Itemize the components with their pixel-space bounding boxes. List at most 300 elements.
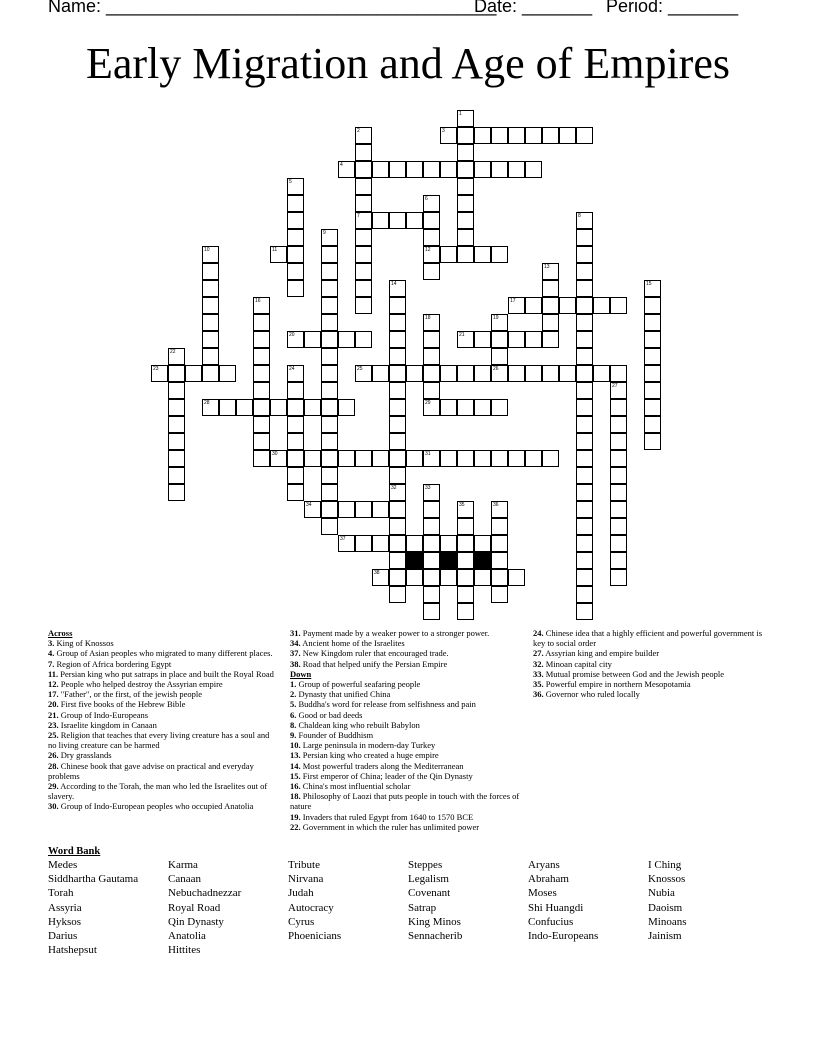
crossword-cell[interactable] [389,161,406,178]
crossword-cell[interactable] [491,501,508,518]
crossword-cell[interactable] [389,297,406,314]
crossword-cell[interactable] [457,501,474,518]
crossword-cell[interactable] [423,365,440,382]
crossword-cell[interactable] [423,586,440,603]
crossword-cell[interactable] [576,433,593,450]
crossword-cell[interactable] [423,161,440,178]
crossword-cell[interactable] [423,195,440,212]
word-bank-word: Hyksos [48,915,82,928]
crossword-cell[interactable] [389,586,406,603]
crossword-cell[interactable] [644,314,661,331]
crossword-cell[interactable] [457,144,474,161]
crossword-cell[interactable] [389,450,406,467]
crossword-cell[interactable] [372,365,389,382]
crossword-cell[interactable] [508,297,525,314]
crossword-cell[interactable] [253,416,270,433]
crossword-cell[interactable] [610,535,627,552]
crossword-cell[interactable] [491,365,508,382]
crossword-cell[interactable] [644,433,661,450]
crossword-cell[interactable] [406,569,423,586]
crossword-cell[interactable] [644,280,661,297]
date-field-label[interactable]: Date: _______ [474,0,593,16]
crossword-cell[interactable] [151,365,168,382]
crossword-cell[interactable] [440,399,457,416]
crossword-cell[interactable] [355,263,372,280]
crossword-cell[interactable] [576,518,593,535]
crossword-cell[interactable] [321,399,338,416]
crossword-cell[interactable] [287,178,304,195]
crossword-cell[interactable] [542,331,559,348]
crossword-cell[interactable] [440,535,457,552]
crossword-cell[interactable] [406,161,423,178]
crossword-cell[interactable] [457,399,474,416]
crossword-cell[interactable] [474,399,491,416]
crossword-cell[interactable] [321,314,338,331]
crossword-cell[interactable] [491,161,508,178]
crossword-cell[interactable] [542,127,559,144]
clue-number: 5 [289,179,292,185]
crossword-cell[interactable] [559,297,576,314]
crossword-cell[interactable] [372,212,389,229]
crossword-cell[interactable] [423,331,440,348]
crossword-cell[interactable] [389,433,406,450]
across-clue: 31. Payment made by a weaker power to a stronger power. [290,628,490,638]
crossword-cell[interactable] [304,399,321,416]
word-bank-column [168,858,241,957]
crossword-cell[interactable] [423,569,440,586]
crossword-cell[interactable] [457,603,474,620]
crossword-cell[interactable] [253,450,270,467]
crossword-cell[interactable] [457,569,474,586]
crossword-cell[interactable] [474,331,491,348]
crossword-cell[interactable] [202,297,219,314]
crossword-cell[interactable] [542,297,559,314]
crossword-cell[interactable] [491,450,508,467]
word-bank-word: Steppes [408,859,443,871]
crossword-cell[interactable] [576,569,593,586]
crossword-cell[interactable] [287,467,304,484]
crossword-cell[interactable] [287,263,304,280]
crossword-cell[interactable] [491,518,508,535]
crossword-cell[interactable] [491,348,508,365]
crossword-cell[interactable] [457,535,474,552]
crossword-cell[interactable] [474,161,491,178]
crossword-cell[interactable] [389,314,406,331]
crossword-cell[interactable] [355,161,372,178]
crossword-cell[interactable] [321,365,338,382]
crossword-cell[interactable] [253,348,270,365]
crossword-cell[interactable] [168,399,185,416]
down-clue: 15. First emperor of China; leader of the Qin Dynasty [290,770,473,781]
crossword-cell[interactable] [576,586,593,603]
crossword-cell[interactable] [287,195,304,212]
crossword-cell[interactable] [610,433,627,450]
crossword-cell[interactable] [321,229,338,246]
crossword-cell[interactable] [168,365,185,382]
crossword-cell[interactable] [355,195,372,212]
crossword-cell[interactable] [576,484,593,501]
crossword-cell[interactable] [423,348,440,365]
crossword-cell[interactable] [423,314,440,331]
crossword-cell[interactable] [389,280,406,297]
crossword-cell[interactable] [457,552,474,569]
crossword-cell[interactable] [423,535,440,552]
crossword-cell[interactable] [287,246,304,263]
crossword-cell[interactable] [508,127,525,144]
crossword-cell[interactable] [304,450,321,467]
crossword-cell[interactable] [321,450,338,467]
crossword-cell[interactable] [576,382,593,399]
crossword-cell[interactable] [576,501,593,518]
crossword-cell[interactable] [576,450,593,467]
crossword-cell[interactable] [423,450,440,467]
crossword-cell[interactable] [474,127,491,144]
period-field-label[interactable]: Period: _______ [606,0,739,16]
crossword-cell[interactable] [287,416,304,433]
crossword-cell[interactable] [644,331,661,348]
crossword-cell[interactable] [168,450,185,467]
crossword-cell[interactable] [202,263,219,280]
crossword-cell[interactable] [219,399,236,416]
crossword-cell[interactable] [270,450,287,467]
crossword-cell[interactable] [372,501,389,518]
crossword-cell[interactable] [270,246,287,263]
crossword-cell[interactable] [423,603,440,620]
crossword-cell[interactable] [389,484,406,501]
crossword-cell[interactable] [355,501,372,518]
crossword-cell[interactable] [491,331,508,348]
crossword-cell[interactable] [321,501,338,518]
crossword-cell[interactable] [576,297,593,314]
crossword-cell[interactable] [491,127,508,144]
crossword-cell[interactable] [576,552,593,569]
crossword-cell[interactable] [576,348,593,365]
crossword-cell[interactable] [287,229,304,246]
crossword-cell[interactable] [338,535,355,552]
crossword-cell[interactable] [576,467,593,484]
crossword-cell[interactable] [355,365,372,382]
crossword-cell[interactable] [576,127,593,144]
crossword-cell[interactable] [406,535,423,552]
crossword-cell[interactable] [389,348,406,365]
crossword-cell[interactable] [389,382,406,399]
crossword-cell[interactable] [287,450,304,467]
crossword-cell[interactable] [474,450,491,467]
crossword-cell[interactable] [355,229,372,246]
crossword-cell[interactable] [610,501,627,518]
crossword-cell[interactable] [321,246,338,263]
crossword-cell[interactable] [287,280,304,297]
crossword-cell[interactable] [440,127,457,144]
crossword-cell[interactable] [542,450,559,467]
down-clue: 24. Chinese idea that a highly efficient and powerful government is key to social order [533,628,763,649]
crossword-cell[interactable] [355,178,372,195]
crossword-cell[interactable] [338,399,355,416]
crossword-cell[interactable] [389,467,406,484]
crossword-cell[interactable] [491,246,508,263]
word-bank-word: Nirvana [288,873,324,886]
crossword-cell[interactable] [287,484,304,501]
crossword-cell[interactable] [474,569,491,586]
crossword-cell[interactable] [644,348,661,365]
crossword-cell[interactable] [406,212,423,229]
crossword-cell[interactable] [508,450,525,467]
crossword-cell[interactable] [576,246,593,263]
word-bank-word: Torah [48,887,74,900]
crossword-cell[interactable] [508,569,525,586]
crossword-cell[interactable] [457,229,474,246]
crossword-cell[interactable] [321,467,338,484]
crossword-cell[interactable] [474,365,491,382]
crossword-cell[interactable] [610,569,627,586]
crossword-cell[interactable] [423,399,440,416]
crossword-cell[interactable] [202,399,219,416]
crossword-cell[interactable] [508,365,525,382]
crossword-cell[interactable] [610,416,627,433]
crossword-cell[interactable] [440,450,457,467]
crossword-black-cell [406,552,423,569]
crossword-cell[interactable] [610,399,627,416]
crossword-cell[interactable] [355,331,372,348]
crossword-cell[interactable] [287,433,304,450]
crossword-cell[interactable] [542,314,559,331]
crossword-cell[interactable] [610,484,627,501]
crossword-cell[interactable] [355,212,372,229]
crossword-cell[interactable] [338,450,355,467]
crossword-cell[interactable] [406,365,423,382]
crossword-cell[interactable] [559,365,576,382]
crossword-cell[interactable] [525,297,542,314]
crossword-cell[interactable] [644,365,661,382]
crossword-cell[interactable] [168,382,185,399]
crossword-cell[interactable] [389,569,406,586]
crossword-cell[interactable] [423,484,440,501]
crossword-cell[interactable] [542,365,559,382]
crossword-cell[interactable] [287,365,304,382]
crossword-cell[interactable] [287,331,304,348]
crossword-cell[interactable] [576,280,593,297]
crossword-cell[interactable] [542,280,559,297]
down-clue: 22. Government in which the ruler has unlimited power [290,821,480,832]
crossword-cell[interactable] [457,331,474,348]
crossword-cell[interactable] [321,331,338,348]
crossword-cell[interactable] [253,331,270,348]
crossword-cell[interactable] [525,127,542,144]
crossword-cell[interactable] [372,161,389,178]
across-clue: 30. Group of Indo-European peoples who occupied Anatolia [48,801,254,812]
crossword-cell[interactable] [253,365,270,382]
crossword-cell[interactable] [423,552,440,569]
down-clue: 10. Large peninsula in modern-day Turkey [290,740,436,751]
crossword-cell[interactable] [474,535,491,552]
crossword-cell[interactable] [576,416,593,433]
crossword-cell[interactable] [236,399,253,416]
crossword-cell[interactable] [168,348,185,365]
crossword-cell[interactable] [440,365,457,382]
crossword-cell[interactable] [372,535,389,552]
name-field-label[interactable]: Name: _______________________________________ [48,0,497,16]
crossword-cell[interactable] [355,144,372,161]
crossword-cell[interactable] [457,586,474,603]
crossword-cell[interactable] [593,297,610,314]
crossword-cell[interactable] [355,297,372,314]
crossword-cell[interactable] [321,416,338,433]
clue-column-3 [533,628,763,699]
crossword-cell[interactable] [576,229,593,246]
crossword-cell[interactable] [253,399,270,416]
crossword-cell[interactable] [491,314,508,331]
crossword-cell[interactable] [168,433,185,450]
crossword-cell[interactable] [372,569,389,586]
crossword-cell[interactable] [321,484,338,501]
crossword-cell[interactable] [202,331,219,348]
crossword-cell[interactable] [491,586,508,603]
crossword-cell[interactable] [610,365,627,382]
crossword-cell[interactable] [457,195,474,212]
crossword-cell[interactable] [389,331,406,348]
crossword-cell[interactable] [423,263,440,280]
down-clue: 9. Founder of Buddhism [290,730,374,741]
crossword-cell[interactable] [525,365,542,382]
crossword-cell[interactable] [321,433,338,450]
crossword-cell[interactable] [389,365,406,382]
crossword-cell[interactable] [423,212,440,229]
crossword-cell[interactable] [389,552,406,569]
crossword-cell[interactable] [423,501,440,518]
crossword-cell[interactable] [440,569,457,586]
clue-number: 11 [272,247,278,253]
crossword-cell[interactable] [457,246,474,263]
crossword-cell[interactable] [423,246,440,263]
crossword-cell[interactable] [576,535,593,552]
crossword-cell[interactable] [576,365,593,382]
crossword-cell[interactable] [304,331,321,348]
crossword-cell[interactable] [185,365,202,382]
crossword-cell[interactable] [355,127,372,144]
crossword-cell[interactable] [457,365,474,382]
crossword-cell[interactable] [423,382,440,399]
crossword-cell[interactable] [372,450,389,467]
crossword-cell[interactable] [610,467,627,484]
crossword-cell[interactable] [491,535,508,552]
crossword-cell[interactable] [440,161,457,178]
crossword-cell[interactable] [491,399,508,416]
word-bank-word: Karma [168,859,198,871]
crossword-cell[interactable] [644,416,661,433]
crossword-cell[interactable] [610,297,627,314]
crossword-cell[interactable] [593,365,610,382]
crossword-cell[interactable] [219,365,236,382]
crossword-cell[interactable] [304,501,321,518]
crossword-cell[interactable] [287,399,304,416]
crossword-cell[interactable] [576,212,593,229]
crossword-cell[interactable] [168,467,185,484]
crossword-cell[interactable] [406,450,423,467]
crossword-cell[interactable] [423,229,440,246]
crossword-cell[interactable] [457,518,474,535]
crossword-cell[interactable] [389,212,406,229]
crossword-cell[interactable] [542,263,559,280]
crossword-cell[interactable] [253,314,270,331]
crossword-cell[interactable] [644,297,661,314]
crossword-cell[interactable] [525,161,542,178]
crossword-cell[interactable] [508,331,525,348]
crossword-cell[interactable] [474,246,491,263]
crossword-cell[interactable] [202,246,219,263]
clue-number: 8 [578,213,581,219]
crossword-cell[interactable] [576,314,593,331]
crossword-cell[interactable] [321,382,338,399]
crossword-cell[interactable] [168,416,185,433]
crossword-cell[interactable] [457,212,474,229]
crossword-cell[interactable] [253,433,270,450]
crossword-cell[interactable] [491,552,508,569]
crossword-cell[interactable] [576,263,593,280]
crossword-cell[interactable] [389,535,406,552]
crossword-cell[interactable] [202,365,219,382]
crossword-cell[interactable] [253,297,270,314]
crossword-cell[interactable] [355,246,372,263]
crossword-cell[interactable] [202,280,219,297]
crossword-cell[interactable] [644,382,661,399]
crossword-cell[interactable] [457,450,474,467]
crossword-cell[interactable] [389,416,406,433]
crossword-cell[interactable] [491,569,508,586]
crossword-cell[interactable] [525,331,542,348]
crossword-cell[interactable] [338,161,355,178]
crossword-cell[interactable] [440,246,457,263]
crossword-cell[interactable] [389,518,406,535]
crossword-cell[interactable] [457,178,474,195]
crossword-cell[interactable] [321,518,338,535]
crossword-cell[interactable] [321,348,338,365]
crossword-cell[interactable] [457,110,474,127]
crossword-cell[interactable] [287,212,304,229]
word-bank-word: Nubia [648,887,675,900]
crossword-cell[interactable] [576,399,593,416]
crossword-cell[interactable] [355,450,372,467]
crossword-cell[interactable] [287,382,304,399]
crossword-cell[interactable] [525,450,542,467]
crossword-cell[interactable] [610,552,627,569]
crossword-cell[interactable] [321,297,338,314]
crossword-cell[interactable] [202,348,219,365]
crossword-cell[interactable] [457,127,474,144]
crossword-cell[interactable] [355,280,372,297]
crossword-cell[interactable] [576,603,593,620]
crossword-cell[interactable] [576,331,593,348]
crossword-cell[interactable] [389,501,406,518]
crossword-cell[interactable] [321,280,338,297]
crossword-cell[interactable] [423,518,440,535]
crossword-cell[interactable] [202,314,219,331]
crossword-cell[interactable] [270,399,287,416]
crossword-cell[interactable] [338,501,355,518]
crossword-cell[interactable] [168,484,185,501]
crossword-cell[interactable] [457,161,474,178]
crossword-cell[interactable] [508,161,525,178]
crossword-cell[interactable] [338,331,355,348]
crossword-cell[interactable] [253,382,270,399]
crossword-cell[interactable] [644,399,661,416]
crossword-cell[interactable] [355,535,372,552]
crossword-cell[interactable] [610,382,627,399]
crossword-cell[interactable] [559,127,576,144]
crossword-cell[interactable] [321,263,338,280]
crossword-cell[interactable] [389,399,406,416]
crossword-cell[interactable] [610,450,627,467]
crossword-cell[interactable] [610,518,627,535]
